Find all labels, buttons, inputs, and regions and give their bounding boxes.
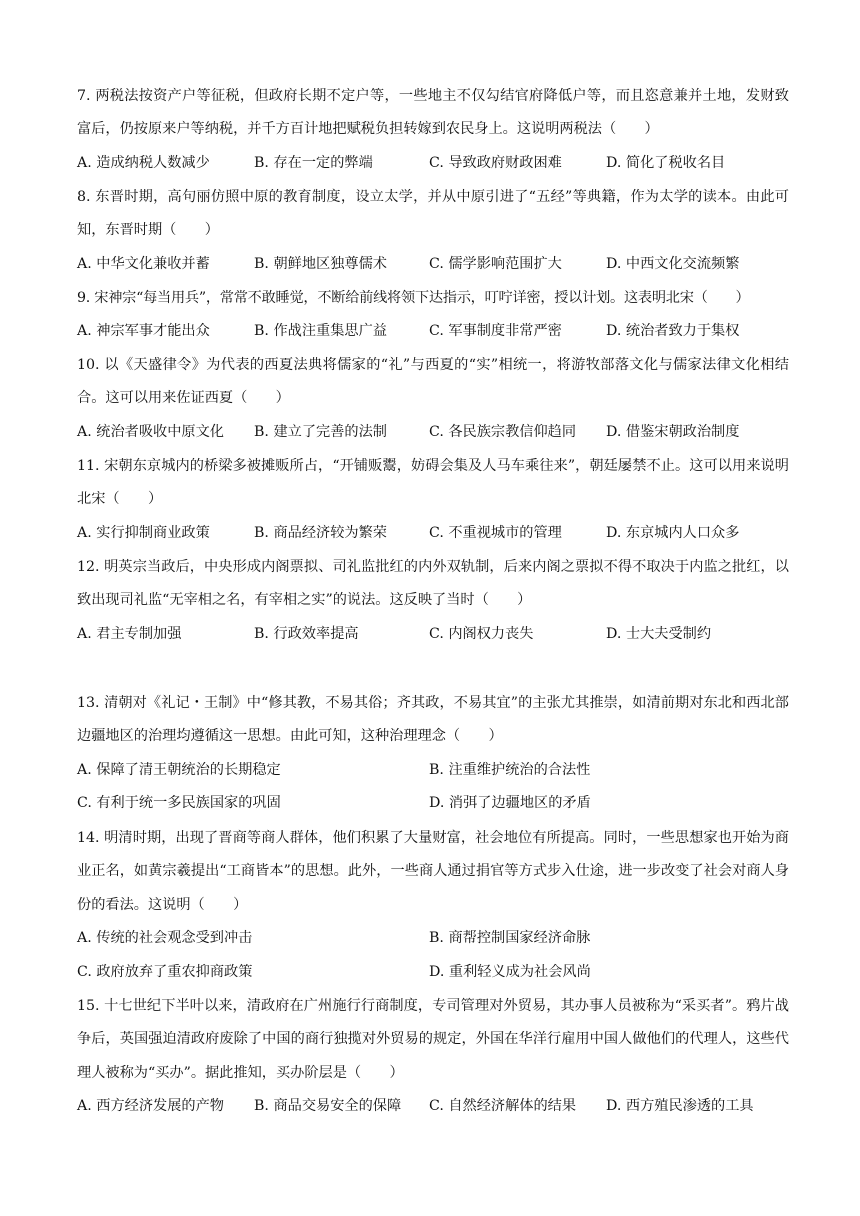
question-7 bbox=[77, 80, 789, 180]
option-a[interactable]: A. 西方经济发展的产物 bbox=[77, 1098, 224, 1115]
option-b[interactable]: B. 行政效率提高 bbox=[254, 625, 359, 642]
option-a[interactable]: A. 君主专制加强 bbox=[77, 625, 182, 642]
question-12 bbox=[77, 551, 789, 651]
options-row bbox=[77, 416, 789, 449]
option-c[interactable]: C. 内阁权力丧失 bbox=[429, 625, 534, 642]
option-a[interactable]: A. 造成纳税人数减少 bbox=[77, 154, 210, 171]
option-d[interactable]: D. 士大夫受制约 bbox=[606, 625, 712, 642]
option-d[interactable]: D. 中西文化交流频繁 bbox=[606, 255, 740, 272]
question-stem: 11. 宋朝东京城内的桥梁多被摊贩所占，“开铺贩鬻，妨碍会集及人马车乘往来”，朝廷屡禁不止。这可以用来说明北宋（ ） bbox=[77, 458, 789, 508]
option-b[interactable]: B. 商品经济较为繁荣 bbox=[254, 524, 387, 541]
options-row bbox=[77, 1090, 789, 1123]
options-row bbox=[77, 315, 789, 348]
option-d[interactable]: D. 东京城内人口众多 bbox=[606, 524, 740, 541]
option-d[interactable]: D. 消弭了边疆地区的矛盾 bbox=[429, 795, 591, 812]
question-stem: 13. 清朝对《礼记・王制》中“修其教，不易其俗；齐其政，不易其宜”的主张尤其推崇，如清前期对东北和西北部边疆地区的治理均遵循这一思想。由此可知，这种治理理念（ ） bbox=[77, 695, 789, 745]
question-stem: 9. 宋神宗“每当用兵”，常常不敢睡觉，不断给前线将领下达指示，叮咛详密，授以计划。这表明北宋（ ） bbox=[77, 290, 750, 306]
question-14 bbox=[77, 822, 789, 989]
question-stem: 8. 东晋时期，高句丽仿照中原的教育制度，设立太学，并从中原引进了“五经”等典籍，作为太学的读本。由此可知，东晋时期（ ） bbox=[77, 189, 789, 239]
option-a[interactable]: A. 保障了清王朝统治的长期稳定 bbox=[77, 761, 281, 778]
question-8 bbox=[77, 181, 789, 281]
option-d[interactable]: D. 统治者致力于集权 bbox=[606, 323, 740, 340]
option-d[interactable]: D. 借鉴宋朝政治制度 bbox=[606, 423, 740, 440]
question-stem: 7. 两税法按资产户等征税，但政府长期不定户等，一些地主不仅勾结官府降低户等，而且恣意兼并土地，发财致富后，仍按原来户等纳税，并千方百计地把赋税负担转嫁到农民身上。这说明两税法（ ） bbox=[77, 88, 789, 138]
question-11 bbox=[77, 450, 789, 550]
question-stem: 10. 以《天盛律令》为代表的西夏法典将儒家的“礼”与西夏的“实”相统一，将游牧部落文化与儒家法律文化相结合。这可以用来佐证西夏（ ） bbox=[77, 357, 789, 407]
options-row bbox=[77, 956, 789, 989]
option-d[interactable]: D. 西方殖民渗透的工具 bbox=[606, 1098, 754, 1115]
option-c[interactable]: C. 儒学影响范围扩大 bbox=[429, 255, 562, 272]
question-stem: 12. 明英宗当政后，中央形成内阁票拟、司礼监批红的内外双轨制，后来内阁之票拟不得不取决于内监之批红，以致出现司礼监“无宰相之名，有宰相之实”的说法。这反映了当时（ ） bbox=[77, 559, 789, 609]
option-c[interactable]: C. 军事制度非常严密 bbox=[429, 323, 562, 340]
option-b[interactable]: B. 建立了完善的法制 bbox=[254, 423, 387, 440]
question-stem: 15. 十七世纪下半叶以来，清政府在广州施行行商制度，专司管理对外贸易，其办事人员被称为“采买者”。鸦片战争后，英国强迫清政府废除了中国的商行独揽对外贸易的规定，外国在华洋行雇用中国人做他们的代理人，这些代理人被称为“买办”。据此推知，买办阶层是（ ） bbox=[77, 998, 789, 1081]
options-row bbox=[77, 922, 789, 955]
question-10 bbox=[77, 349, 789, 449]
option-a[interactable]: A. 实行抑制商业政策 bbox=[77, 524, 210, 541]
option-c[interactable]: C. 自然经济解体的结果 bbox=[429, 1098, 577, 1115]
options-row bbox=[77, 754, 789, 787]
question-13 bbox=[77, 687, 789, 821]
option-b[interactable]: B. 存在一定的弊端 bbox=[254, 154, 373, 171]
question-stem: 14. 明清时期，出现了晋商等商人群体，他们积累了大量财富，社会地位有所提高。同时，一些思想家也开始为商业正名，如黄宗羲提出“工商皆本”的思想。此外，一些商人通过捐官等方式步入仕途，进一步改变了社会对商人身份的看法。这说明（ ） bbox=[77, 830, 789, 913]
question-9 bbox=[77, 282, 789, 349]
option-d[interactable]: D. 重利轻义成为社会风尚 bbox=[429, 963, 591, 980]
option-a[interactable]: A. 中华文化兼收并蓄 bbox=[77, 255, 210, 272]
options-row bbox=[77, 517, 789, 550]
option-a[interactable]: A. 统治者吸收中原文化 bbox=[77, 423, 224, 440]
option-d[interactable]: D. 简化了税收名目 bbox=[606, 154, 726, 171]
option-a[interactable]: A. 传统的社会观念受到冲击 bbox=[77, 930, 253, 947]
option-b[interactable]: B. 作战注重集思广益 bbox=[254, 323, 387, 340]
option-b[interactable]: B. 注重维护统治的合法性 bbox=[429, 761, 591, 778]
options-row bbox=[77, 248, 789, 281]
options-row bbox=[77, 787, 789, 820]
question-15 bbox=[77, 990, 789, 1124]
option-a[interactable]: A. 神宗军事才能出众 bbox=[77, 323, 210, 340]
option-c[interactable]: C. 有利于统一多民族国家的巩固 bbox=[77, 795, 281, 812]
options-row bbox=[77, 147, 789, 180]
option-c[interactable]: C. 各民族宗教信仰趋同 bbox=[429, 423, 577, 440]
option-b[interactable]: B. 朝鲜地区独尊儒术 bbox=[254, 255, 387, 272]
option-b[interactable]: B. 商品交易安全的保障 bbox=[254, 1098, 402, 1115]
option-c[interactable]: C. 不重视城市的管理 bbox=[429, 524, 562, 541]
option-b[interactable]: B. 商帮控制国家经济命脉 bbox=[429, 930, 591, 947]
options-row bbox=[77, 618, 789, 651]
option-c[interactable]: C. 导致政府财政困难 bbox=[429, 154, 562, 171]
option-c[interactable]: C. 政府放弃了重农抑商政策 bbox=[77, 963, 253, 980]
